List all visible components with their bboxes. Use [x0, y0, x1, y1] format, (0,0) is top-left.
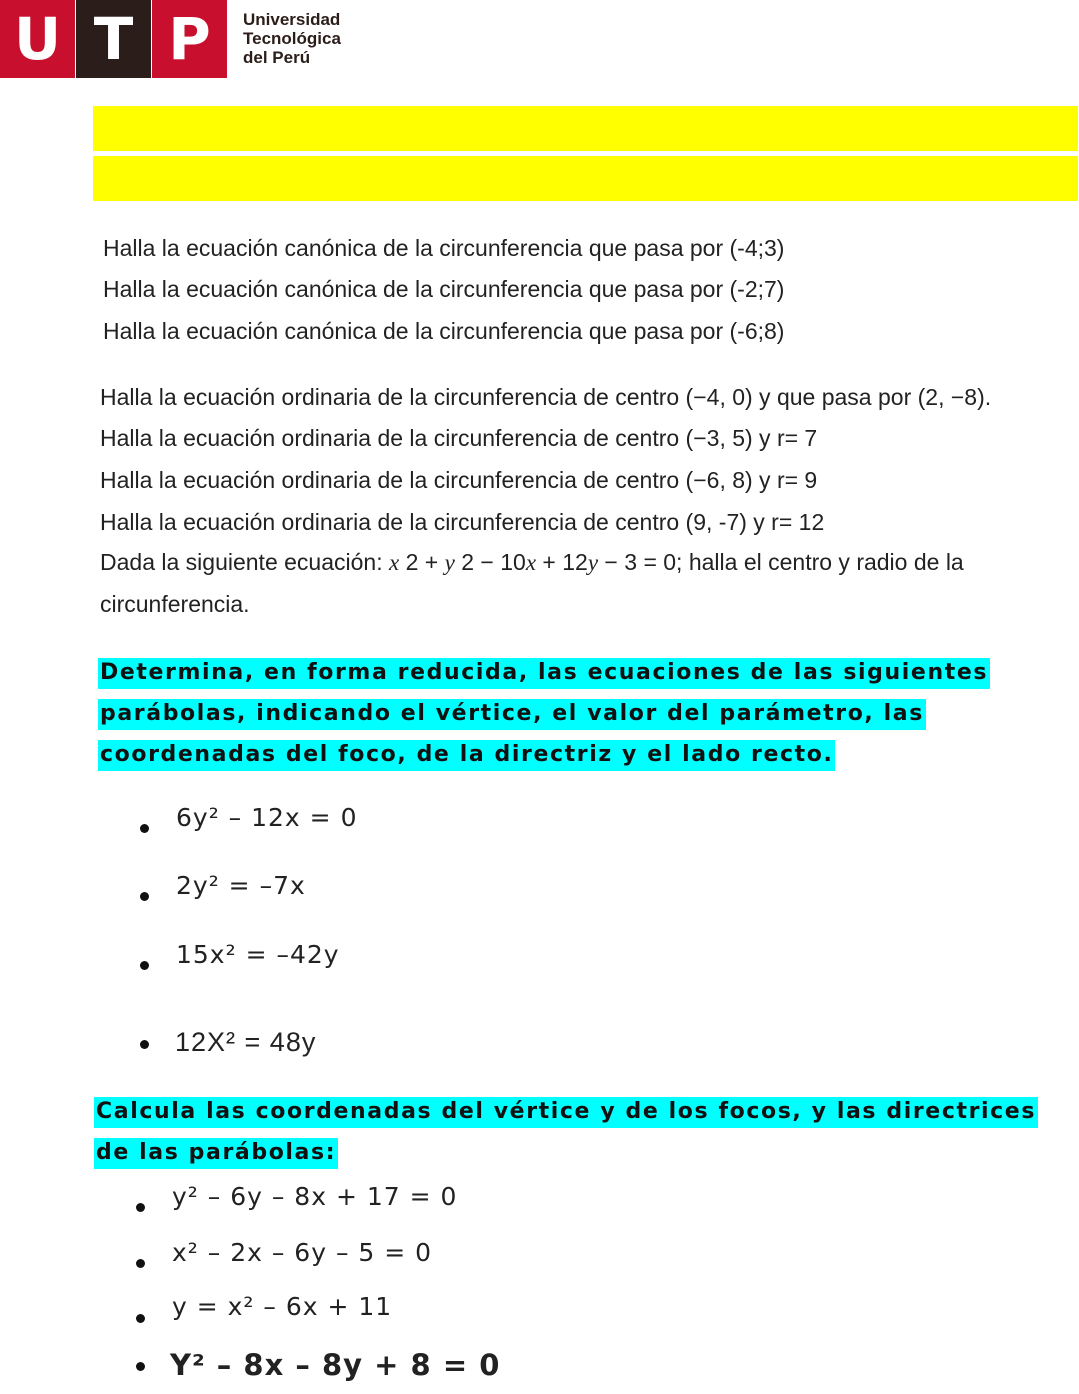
section-heading-line	[98, 742, 835, 767]
given-equation-line2: circunferencia.	[100, 591, 250, 617]
exercise-line: Halla la ecuación ordinaria de la circunferencia de centro (9, -7) y r= 12	[100, 509, 825, 535]
logo-name-line: Universidad	[243, 10, 341, 29]
logo-name-line: del Perú	[243, 48, 311, 67]
math-var: x	[525, 550, 537, 575]
exercise-line: Halla la ecuación ordinaria de la circunferencia de centro (−3, 5) y r= 7	[100, 425, 818, 451]
highlight-bar	[93, 156, 1078, 201]
parabola-equation: y² – 6y – 8x + 17 = 0	[172, 1182, 458, 1211]
parabola-equation: 2y² = –7x	[176, 871, 306, 900]
parabola-equation: 6y² – 12x = 0	[176, 803, 358, 832]
math-var: y	[444, 550, 455, 575]
exercise-line: Halla la ecuación canónica de la circunferencia que pasa por (-6;8)	[103, 318, 785, 344]
parabola-equation: 12X² = 48y	[175, 1027, 317, 1057]
given-equation-line	[100, 549, 964, 576]
logo-letter-u: U	[0, 0, 75, 78]
parabola-equation: y = x² – 6x + 11	[172, 1292, 393, 1321]
bullet-icon	[136, 1203, 145, 1212]
highlighted-text: de las parábolas:	[94, 1138, 338, 1169]
given-equation-intro: Dada la siguiente ecuación:	[100, 549, 383, 575]
logo-letter-t: T	[76, 0, 151, 78]
bullet-icon	[140, 892, 149, 901]
math-text: 2 − 10	[454, 549, 526, 575]
bullet-icon	[140, 961, 149, 970]
highlight-bar	[93, 106, 1078, 151]
math-var: y	[587, 550, 599, 575]
parabola-equation: Y² – 8x – 8y + 8 = 0	[170, 1348, 501, 1382]
math-text: − 3 = 0; halla el centro y radio de la	[598, 549, 964, 575]
section-heading-line	[94, 1140, 338, 1165]
highlighted-text: Determina, en forma reducida, las ecuaciones de las siguientes	[98, 658, 990, 689]
parabola-equation: x² – 2x – 6y – 5 = 0	[172, 1238, 433, 1267]
highlighted-text: coordenadas del foco, de la directriz y el lado recto.	[98, 740, 835, 771]
logo-letter-p: P	[152, 0, 227, 78]
section-heading-line	[94, 1099, 1038, 1124]
bullet-icon	[136, 1314, 145, 1323]
bullet-icon	[136, 1259, 145, 1268]
math-text: 2 +	[399, 549, 445, 575]
exercise-line: Halla la ecuación canónica de la circunferencia que pasa por (-2;7)	[103, 276, 785, 302]
highlighted-text: Calcula las coordenadas del vértice y de los focos, y las directrices	[94, 1097, 1038, 1128]
highlighted-text: parábolas, indicando el vértice, el valor del parámetro, las	[98, 699, 926, 730]
bullet-icon	[140, 824, 149, 833]
logo-university-name	[243, 10, 383, 67]
exercise-line: Halla la ecuación canónica de la circunferencia que pasa por (-4;3)	[103, 235, 785, 261]
bullet-icon	[140, 1040, 149, 1049]
section-heading-line	[98, 660, 990, 685]
math-text: + 12	[536, 549, 588, 575]
parabola-equation: 15x² = –42y	[176, 940, 340, 969]
logo-name-line: Tecnológica	[243, 29, 341, 48]
math-var: x	[388, 550, 400, 575]
section-heading-line	[98, 701, 926, 726]
bullet-icon	[136, 1362, 145, 1371]
exercise-line: Halla la ecuación ordinaria de la circunferencia de centro (−4, 0) y que pasa por (2, −8).	[100, 384, 992, 410]
exercise-line: Halla la ecuación ordinaria de la circunferencia de centro (−6, 8) y r= 9	[100, 467, 818, 493]
